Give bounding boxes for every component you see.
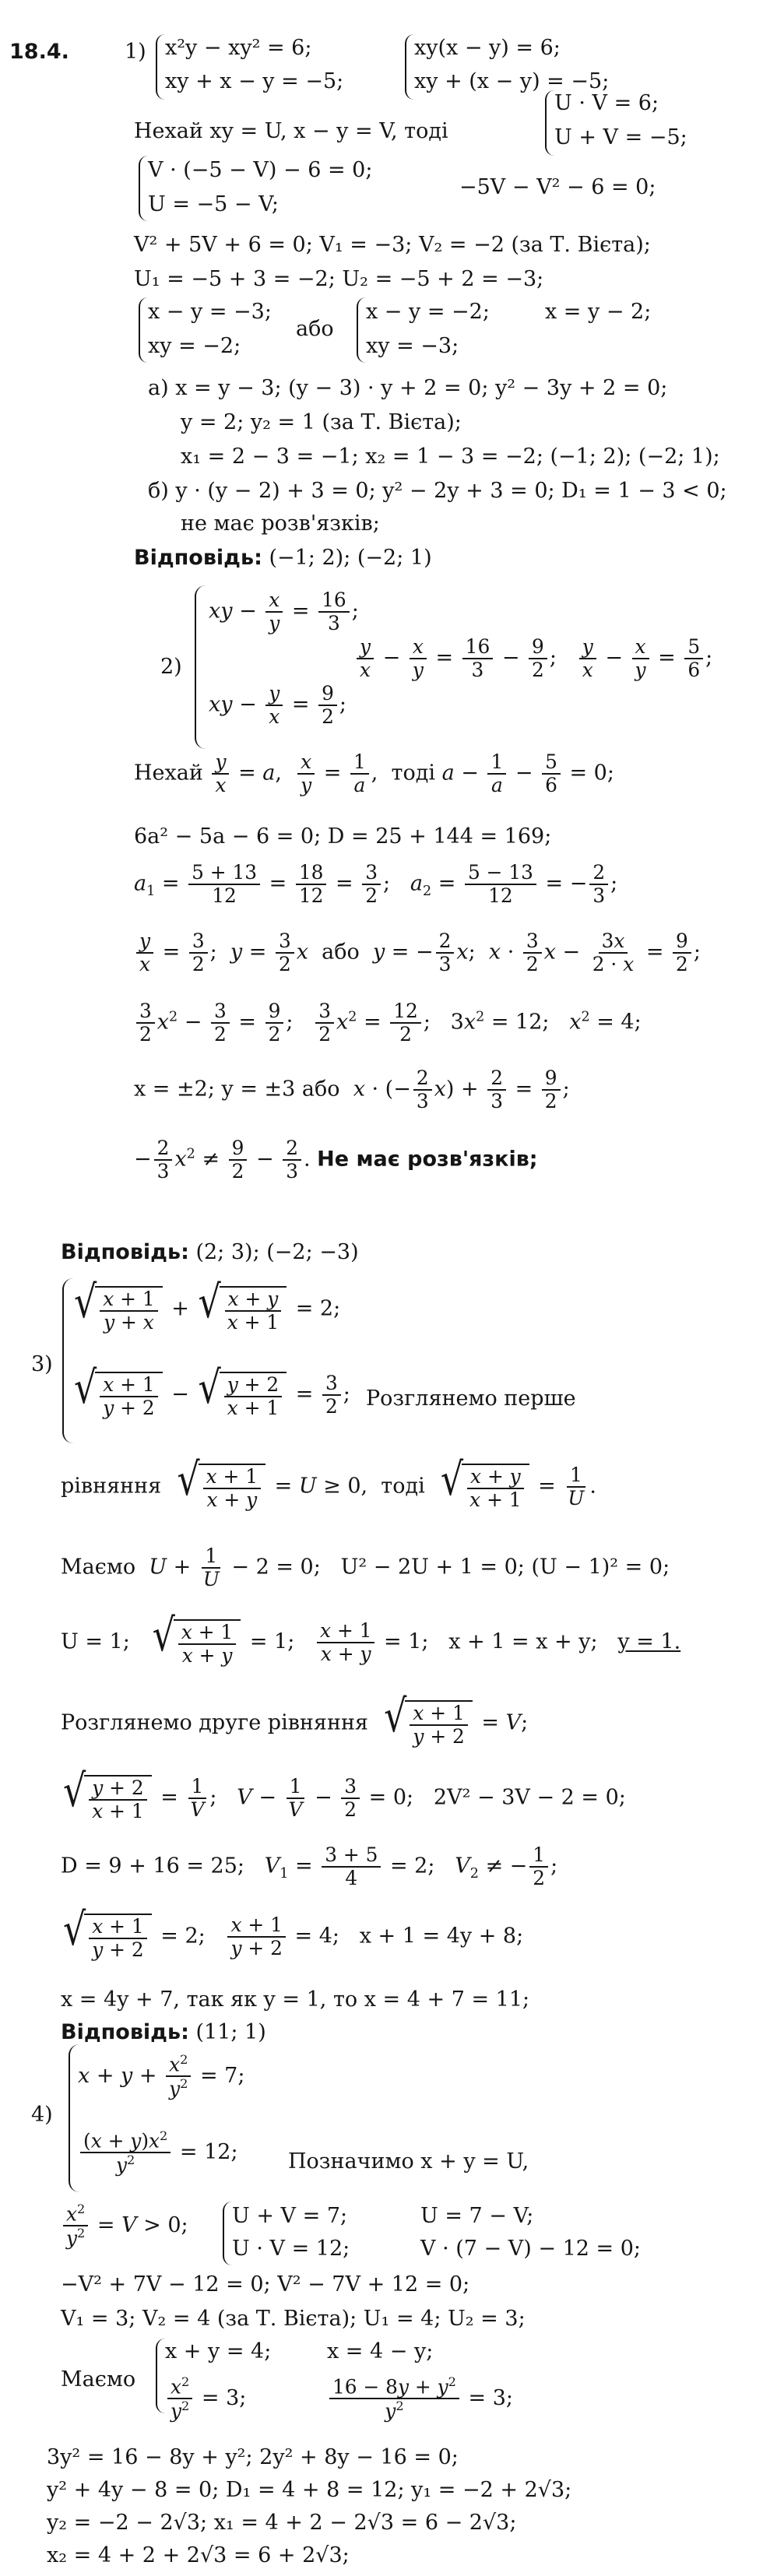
system-brace	[405, 34, 414, 100]
text-line: D = 9 + 16 = 25;	[61, 1854, 244, 1878]
answer-label: Відповідь:	[61, 2020, 189, 2044]
answer-label: Відповідь:	[61, 1240, 189, 1264]
equation: xy(x − y) = 6;	[414, 36, 561, 60]
equation: −V² + 7V − 12 = 0; V² − 7V + 12 = 0;	[61, 2272, 470, 2297]
equation: U · V = 6;	[554, 91, 659, 115]
answer-value: (−1; 2); (−2; 1)	[269, 546, 432, 570]
answer-value: (11; 1)	[195, 2020, 266, 2044]
equation: xy = −3;	[366, 334, 459, 358]
system-brace	[156, 2339, 165, 2413]
equation: xy + (x − y) = −5;	[414, 69, 610, 93]
equation: x − y = −3;	[148, 300, 272, 324]
equation: U + V = −5;	[554, 125, 687, 149]
equation: xy − $\frac{y}{x}$ = $\frac{9}{2}$ ;	[209, 682, 347, 729]
text-line: x + 1 = 4y + 8;	[359, 1924, 524, 1949]
equation: $\frac{y}{x}$ − $\frac{x}{y}$ = $\frac{16}{3}$ − $\frac{9}{2}$ ; $\frac{y}{x}$ − $\frac{x}{y}$ = $\frac{5}{6}$ ;	[354, 637, 712, 680]
equation: y₂ = −2 − 2√3; x₁ = 4 + 2 − 2√3 = 6 − 2√3;	[47, 2511, 517, 2535]
equation: Нехай $\frac{y}{x}$ = a, $\frac{x}{y}$ = $\frac{1}{a}$ , тоді a − $\frac{1}{a}$ − $\frac{5}{6}$ = 0;	[134, 750, 614, 797]
equation: U · V = 12;	[232, 2237, 350, 2261]
text-line: x + 1 = x + y;	[448, 1629, 598, 1654]
equation: x = 4y + 7, так як y = 1, то x = 4 + 7 = 11;	[61, 1987, 530, 2012]
equation: $\frac{16 - 8y + y^2}{y^2}$ = 3;	[327, 2376, 513, 2422]
equation: $\frac{x^2}{y^2}$ = V > 0;	[61, 2203, 188, 2249]
part-3-label: 3)	[31, 1352, 53, 1376]
text-line: Нехай xy = U, x − y = V, тоді	[134, 119, 448, 143]
equation: U = 7 − V;	[420, 2204, 534, 2228]
equation: $\frac{(x + y)x^2}{y^2}$ = 12;	[78, 2130, 238, 2176]
answer-label: Відповідь:	[134, 546, 262, 570]
equation: √ y + 2 x + 1 = $\frac{1}{V}$ ; V − $\frac{1}{V}$ − $\frac{3}{2}$ = 0; 2V² − 3V − 2 = 0;	[63, 1764, 626, 1823]
system-brace	[223, 2202, 232, 2265]
equation: $\frac{y}{x}$ = $\frac{3}{2}$ ; y = $\frac{3}{2}$ x або y = − $\frac{2}{3}$ x; x · $\frac{3}{2}$ x − $\frac{3x}{2 \cdot x}$ = $\frac{9}{2}$ ;	[134, 931, 701, 975]
equation: D = 9 + 16 = 25; $V_1$ = $\frac{3 + 5}{4}$ = 2; $V_2$ ≠ − $\frac{1}{2}$ ;	[61, 1843, 558, 1890]
equation: xy + x − y = −5;	[165, 69, 344, 93]
equation: U = −5 − V;	[148, 192, 280, 216]
text-word: або	[296, 317, 334, 341]
text-line: Розглянемо перше	[366, 1386, 576, 1411]
part-4-label: 4)	[31, 2103, 53, 2127]
text-word: або	[322, 940, 360, 965]
text-line: x = ±2; y = ±3 або	[134, 1077, 340, 1102]
answer-value: (2; 3); (−2; −3)	[195, 1240, 359, 1264]
text-word: Нехай	[134, 761, 203, 785]
equation: x + y + $\frac{x^2}{y^2}$ = 7;	[78, 2052, 245, 2100]
no-solutions-text: Не має розв'язків;	[317, 1147, 538, 1172]
equation: U + V = 7;	[232, 2204, 348, 2228]
text-line: Розглянемо друге рівняння	[61, 1710, 368, 1735]
problem-number: 18.4.	[9, 40, 69, 64]
text-line: Позначимо x + y = U,	[288, 2149, 529, 2174]
equation: 6a² − 5a − 6 = 0; D = 25 + 144 = 169;	[134, 824, 552, 849]
equation: −5V − V² − 6 = 0;	[459, 175, 656, 199]
equation: $\frac{x^2}{y^2}$ = 3;	[165, 2376, 246, 2422]
equation: V² + 5V + 6 = 0; V₁ = −3; V₂ = −2 (за Т. Вієта);	[134, 233, 651, 257]
text-word: рівняння	[61, 1474, 162, 1499]
equation: U = 1; √ x + 1 x + y = 1; $\frac{x + 1}{x + y}$ = 1; x + 1 = x + y; y = 1.	[61, 1608, 681, 1668]
equation: Розглянемо друге рівняння √ x + 1 y + 2 = V;	[61, 1689, 529, 1748]
equation: рівняння √ x + 1 x + y = U ≥ 0, тоді √ x + y x + 1 = $\frac{1}{U}$ .	[61, 1453, 596, 1512]
system-brace	[139, 297, 148, 363]
equation: б) y · (y − 2) + 3 = 0; y² − 2y + 3 = 0; D₁ = 1 − 3 < 0;	[148, 479, 727, 503]
system-brace	[357, 297, 366, 363]
equation: $\frac{3}{2}$ $x^2$ − $\frac{3}{2}$ = $\frac{9}{2}$ ; $\frac{3}{2}$ $x^2$ = $\frac{12}{2}$ ; $3x^2 = 12$; $x^2 = 4$;	[134, 1001, 642, 1045]
equation: V · (−5 − V) − 6 = 0;	[148, 158, 373, 182]
text-line: 2V² − 3V − 2 = 0;	[433, 1785, 626, 1810]
equation: x = y − 2;	[545, 300, 652, 324]
system-brace	[156, 34, 165, 100]
part-2-label: 2)	[160, 655, 182, 679]
equation: y² + 4y − 8 = 0; D₁ = 4 + 8 = 12; y₁ = −2 + 2√3;	[47, 2478, 572, 2502]
equation: V₁ = 3; V₂ = 4 (за Т. Вієта); U₁ = 4; U₂ = 3;	[61, 2307, 526, 2331]
equation: x − y = −2;	[366, 300, 490, 324]
text-word: тоді	[381, 1474, 425, 1499]
equation: xy − $\frac{x}{y}$ = $\frac{16}{3}$ ;	[209, 589, 359, 635]
text-word: Маємо	[61, 2367, 136, 2391]
system-brace	[139, 156, 148, 221]
equation: U₁ = −5 + 3 = −2; U₂ = −5 + 2 = −3;	[134, 267, 544, 291]
equation: xy = −2;	[148, 334, 241, 358]
equation: √ x + 1 y + 2 = 2; $\frac{x + 1}{y + 2}$ = 4; x + 1 = 4y + 8;	[63, 1903, 524, 1962]
text-line: U = 1;	[61, 1629, 130, 1654]
part-1-label: 1)	[125, 40, 146, 64]
equation: $a_1$ = $\frac{5 + 13}{12}$ = $\frac{18}{12}$ = $\frac{3}{2}$ ; $a_2$ = $\frac{5 - 13}{12}$ = − $\frac{2}{3}$ ;	[134, 861, 618, 908]
equation: x₁ = 2 − 3 = −1; x₂ = 1 − 3 = −2; (−1; 2); (−2; 1);	[181, 445, 720, 469]
equation: x = 4 − y;	[327, 2339, 434, 2363]
equation: V · (7 − V) − 12 = 0;	[420, 2237, 641, 2261]
text-line: не має розв'язків;	[181, 511, 380, 536]
equation: x²y − xy² = 6;	[165, 36, 312, 60]
equation: x + y = 4;	[165, 2339, 272, 2363]
equation: 3y² = 16 − 8y + y²; 2y² + 8y − 16 = 0;	[47, 2445, 459, 2469]
text-line: y = 1.	[617, 1629, 681, 1654]
equation: x = ±2; y = ±3 або x · (− $\frac{2}{3}$ x) + $\frac{2}{3}$ = $\frac{9}{2}$ ;	[134, 1067, 570, 1113]
text-word: тоді	[391, 761, 435, 785]
equation: а) x = y − 3; (y − 3) · y + 2 = 0; y² − 3y + 2 = 0;	[148, 376, 668, 400]
equation: − $\frac{2}{3}$ $x^2$ ≠ $\frac{9}{2}$ − $\frac{2}{3}$ . Не має розв'язків;	[134, 1137, 538, 1183]
text-word: Маємо	[61, 1555, 136, 1580]
equation: √ x + 1 y + 2 − √ y + 2 x + 1 = $\frac{3}{2}$ ;	[74, 1361, 350, 1420]
equation: √ x + 1 y + x + √ x + y x + 1 = 2;	[74, 1275, 341, 1334]
equation: Маємо U + $\frac{1}{U}$ − 2 = 0; U² − 2U + 1 = 0; (U − 1)² = 0;	[61, 1545, 670, 1591]
equation: x₂ = 4 + 2 + 2√3 = 6 + 2√3;	[47, 2543, 350, 2567]
system-brace	[545, 90, 554, 156]
equation: y = 2; y₂ = 1 (за Т. Вієта);	[181, 410, 462, 434]
system-brace	[195, 585, 206, 749]
text-line: U² − 2U + 1 = 0; (U − 1)² = 0;	[340, 1555, 670, 1580]
